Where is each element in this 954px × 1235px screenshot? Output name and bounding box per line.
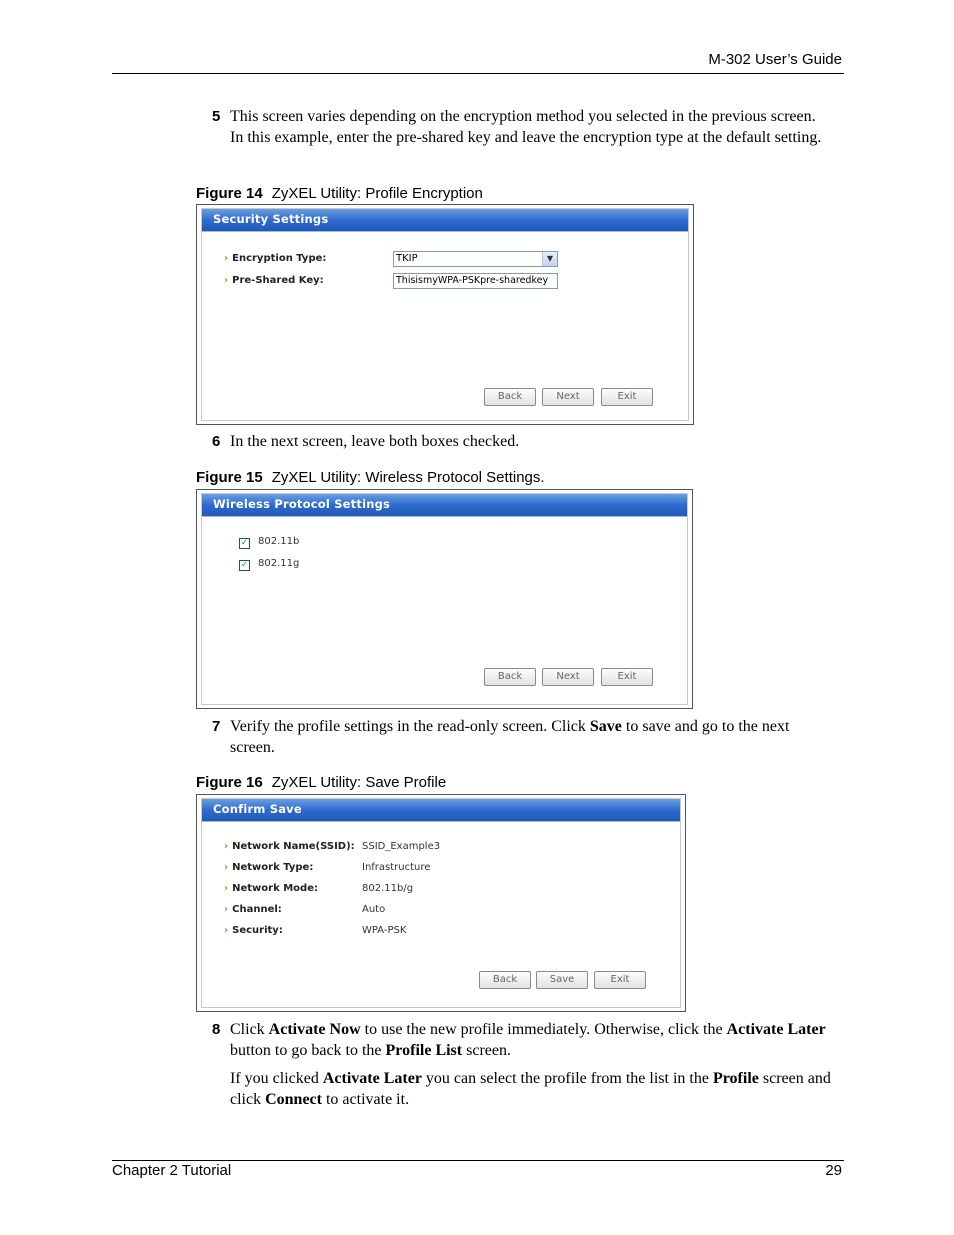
summary-row-network-type (224, 862, 313, 873)
step-text: In the next screen, leave both boxes checked. (230, 433, 520, 450)
summary-row-ssid (224, 841, 355, 852)
pre-shared-key-row (224, 275, 324, 286)
figure-caption-text: ZyXEL Utility: Save Profile (271, 774, 447, 791)
encryption-type-label: Encryption Type: (232, 253, 327, 264)
summary-label: Network Mode: (232, 883, 318, 894)
summary-row-network-mode (224, 883, 318, 894)
checkbox-802-11b[interactable]: ✓ (240, 538, 249, 548)
figure-caption-text: ZyXEL Utility: Wireless Protocol Settings. (271, 469, 545, 486)
checkbox-label-802-11g: 802.11g (258, 558, 300, 569)
encryption-type-row (224, 253, 326, 264)
step-7 (212, 717, 832, 758)
text-run: to save and go to the next screen. (230, 718, 790, 756)
chevron-right-icon: › (224, 883, 229, 894)
step-6 (212, 432, 832, 453)
text-run: If you clicked (230, 1070, 323, 1087)
step-8 (212, 1020, 832, 1061)
step-number: 5 (212, 108, 221, 125)
dialog-title: Confirm Save (213, 802, 302, 816)
text-run: screen and click (230, 1070, 831, 1108)
chevron-right-icon: › (224, 904, 229, 915)
step-text: This screen varies depending on the encryption method you selected in the previous screen. In this example, enter the pre-shared key and leave the encryption type at the default setting. (230, 108, 822, 146)
confirm-save-dialog (196, 794, 686, 1012)
figure-label: Figure 16 (196, 774, 263, 791)
pre-shared-key-label: Pre-Shared Key: (232, 275, 324, 286)
step-5 (212, 107, 832, 148)
figure-16-caption (196, 774, 446, 791)
next-button[interactable]: Next (542, 388, 594, 406)
chevron-down-icon[interactable]: ▼ (542, 252, 557, 266)
summary-label: Channel: (232, 904, 282, 915)
save-button[interactable]: Save (536, 971, 588, 989)
summary-value: SSID_Example3 (362, 841, 441, 852)
chevron-right-icon: › (224, 275, 229, 286)
text-run: Verify the profile settings in the read-only screen. Click (230, 718, 590, 735)
text-run: to activate it. (321, 1090, 410, 1108)
text-run: you can select the profile from the list in the (421, 1070, 713, 1087)
text-run: button to go back to the (230, 1041, 386, 1059)
pre-shared-key-input[interactable]: ThisismyWPA-PSKpre-sharedkey (393, 273, 558, 289)
step-number: 8 (212, 1021, 221, 1038)
next-button[interactable]: Next (542, 668, 594, 686)
summary-label: Network Name(SSID): (232, 841, 355, 852)
summary-label: Security: (232, 925, 283, 936)
checkbox-802-11g[interactable]: ✓ (240, 560, 249, 570)
figure-label: Figure 14 (196, 185, 263, 202)
summary-value: 802.11b/g (362, 883, 414, 894)
figure-caption-text: ZyXEL Utility: Profile Encryption (271, 185, 483, 202)
step-text (230, 1020, 832, 1061)
bold-run: Connect (265, 1090, 322, 1108)
header-rule (112, 73, 844, 74)
text-run: screen. (462, 1041, 511, 1059)
exit-button[interactable]: Exit (594, 971, 646, 989)
security-settings-dialog (196, 204, 694, 425)
step-8-note (230, 1069, 842, 1110)
figure-14-caption (196, 185, 483, 202)
exit-button[interactable]: Exit (601, 668, 653, 686)
bold-run: Activate Later (322, 1070, 422, 1087)
chevron-right-icon: › (224, 925, 229, 936)
dialog-panel (201, 493, 688, 705)
dialog-panel (201, 798, 681, 1008)
dialog-titlebar (202, 209, 688, 232)
encryption-type-value: TKIP (396, 253, 418, 264)
bold-run: Profile List (385, 1041, 463, 1059)
back-button[interactable]: Back (479, 971, 531, 989)
summary-value: WPA-PSK (362, 925, 407, 936)
text-run: Click (230, 1021, 269, 1038)
chevron-right-icon: › (224, 862, 229, 873)
bold-run: Activate Later (726, 1021, 826, 1038)
summary-row-channel (224, 904, 282, 915)
dialog-title: Wireless Protocol Settings (213, 497, 391, 511)
back-button[interactable]: Back (484, 668, 536, 686)
dialog-titlebar (202, 799, 680, 822)
exit-button[interactable]: Exit (601, 388, 653, 406)
figure-15-caption (196, 469, 545, 486)
dialog-panel (201, 208, 689, 421)
summary-value: Infrastructure (362, 862, 431, 873)
back-button[interactable]: Back (484, 388, 536, 406)
chevron-right-icon: › (224, 841, 229, 852)
bold-run: Activate Now (268, 1021, 361, 1038)
bold-run: Profile (712, 1070, 759, 1087)
figure-label: Figure 15 (196, 469, 263, 486)
encryption-type-select[interactable] (393, 251, 558, 267)
step-number: 6 (212, 433, 221, 450)
footer-page-number: 29 (825, 1162, 842, 1179)
summary-value: Auto (362, 904, 386, 915)
summary-label: Network Type: (232, 862, 314, 873)
step-text (230, 717, 832, 758)
page-header-title: M-302 User’s Guide (708, 51, 842, 68)
footer-rule (112, 1160, 844, 1161)
bold-run: Save (589, 718, 622, 735)
dialog-titlebar (202, 494, 687, 517)
text-run: to use the new profile immediately. Otherwise, click the (360, 1021, 727, 1038)
chevron-right-icon: › (224, 253, 229, 264)
footer-chapter: Chapter 2 Tutorial (112, 1162, 232, 1179)
summary-row-security (224, 925, 283, 936)
dialog-title: Security Settings (213, 212, 329, 226)
checkbox-label-802-11b: 802.11b (258, 536, 300, 547)
step-number: 7 (212, 718, 221, 735)
wireless-protocol-settings-dialog (196, 489, 693, 709)
